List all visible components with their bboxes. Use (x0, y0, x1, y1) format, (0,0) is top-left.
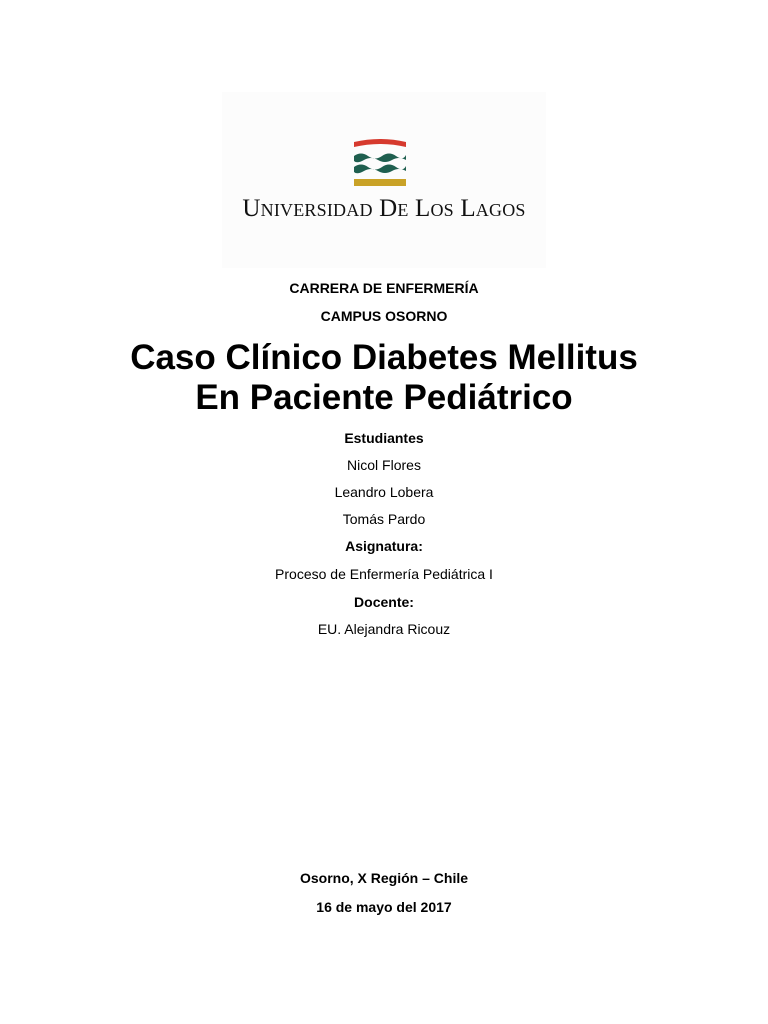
emblem-red-stripe (354, 139, 406, 147)
student-name: Nicol Flores (347, 457, 421, 473)
subject-heading: Asignatura: (345, 538, 423, 554)
university-logo (222, 92, 546, 268)
students-heading: Estudiantes (344, 430, 424, 446)
university-name: Universidad De Los Lagos (242, 195, 526, 222)
teacher-heading: Docente: (354, 594, 414, 610)
emblem-gold-stripe (354, 179, 406, 186)
date-text: 16 de mayo del 2017 (316, 899, 452, 915)
university-emblem-icon (352, 136, 408, 188)
career-heading: CARRERA DE ENFERMERÍA (289, 280, 479, 296)
document-title-line-1: Caso Clínico Diabetes Mellitus (130, 338, 638, 377)
location-text: Osorno, X Región – Chile (299, 870, 469, 886)
teacher-value: EU. Alejandra Ricouz (317, 621, 451, 637)
student-name: Leandro Lobera (334, 484, 434, 500)
subject-value: Proceso de Enfermería Pediátrica I (275, 566, 493, 582)
emblem-teal-wave-2 (354, 165, 406, 174)
student-name: Tomás Pardo (342, 511, 426, 527)
document-title-line-2: En Paciente Pediátrico (195, 378, 573, 417)
campus-heading: CAMPUS OSORNO (320, 308, 448, 324)
emblem-teal-wave-1 (354, 154, 406, 163)
